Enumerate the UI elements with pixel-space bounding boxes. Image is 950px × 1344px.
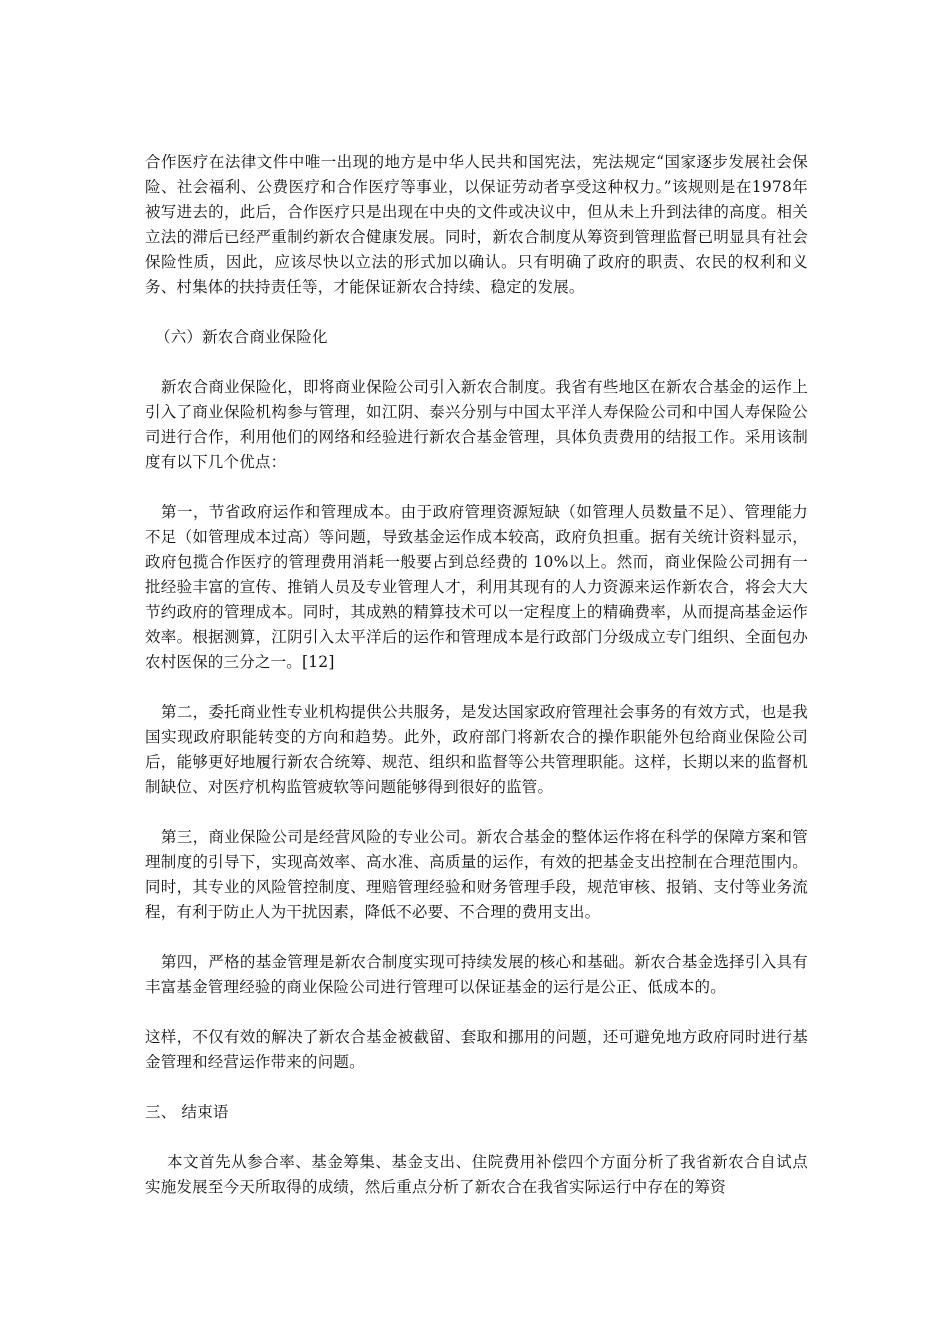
paragraph-gap — [145, 1000, 808, 1025]
section-heading-3: 三、 结束语 — [145, 1103, 229, 1121]
body-paragraph-8: 本文首先从参合率、基金筹集、基金支出、住院费用补偿四个方面分析了我省新农合自试点实施发展至今天所取得的成绩，然后重点分析了新农合在我省实际运行中存在的筹资 — [145, 1153, 808, 1196]
body-paragraph-5: 第三，商业保险公司是经营风险的专业公司。新农合基金的整体运作将在科学的保障方案和管理制度的引导下，实现高效率、高水准、高质量的运作，有效的把基金支出控制在合理范围内。同时，其专业的风险管控制度、理赔管理经验和财务管理手段，规范审核、报销、支付等业务流程，有利于防止人为干扰因素，降低不必要、不合理的费用支出。 — [145, 828, 808, 921]
paragraph-gap — [145, 925, 808, 950]
paragraph-gap — [145, 1075, 808, 1100]
body-paragraph-6: 第四，严格的基金管理是新农合制度实现可持续发展的核心和基础。新农合基金选择引入具有丰富基金管理经验的商业保险公司进行管理可以保证基金的运行是公正、低成本的。 — [145, 953, 808, 996]
body-paragraph-3: 第一，节省政府运作和管理成本。由于政府管理资源短缺（如管理人员数量不足）、管理能力不足（如管理成本过高）等问题，导致基金运作成本较高，政府负担重。据有关统计资料显示，政府包揽合作医疗的管理费用消耗一般要占到总经费的 10%以上。然而，商业保险公司拥有一批经验丰富的宣传、推销人员及专业管理人才，利用其现有的人力资源来运作新农合，将会大大节约政府的管理成本。同时，其成熟的精算技术可以一定程度上的精确费率，从而提高基金运作效率。根据测算，江阴引入太平洋后的运作和管理成本是行政部门分级成立专门组织、全面包办农村医保的三分之一。[12] — [145, 503, 808, 671]
paragraph-gap — [145, 800, 808, 825]
document-page — [145, 150, 808, 1200]
section-heading-6: （六）新农合商业保险化 — [155, 328, 328, 346]
body-paragraph-1: 合作医疗在法律文件中唯一出现的地方是中华人民共和国宪法，宪法规定“国家逐步发展社会保险、社会福利、公费医疗和合作医疗等事业，以保证劳动者享受这种权力。”该规则是在1978年被写进去的，此后，合作医疗只是出现在中央的文件或决议中，但从未上升到法律的高度。相关立法的滞后已经严重制约新农合健康发展。同时，新农合制度从筹资到管理监督已明显具有社会保险性质，因此，应该尽快以立法的形式加以确认。只有明确了政府的职责、农民的权利和义务、村集体的扶持责任等，才能保证新农合持续、稳定的发展。 — [145, 153, 808, 296]
body-paragraph-7: 这样，不仅有效的解决了新农合基金被截留、套取和挪用的问题，还可避免地方政府同时进行基金管理和经营运作带来的问题。 — [145, 1028, 808, 1071]
body-paragraph-4: 第二，委托商业性专业机构提供公共服务，是发达国家政府管理社会事务的有效方式，也是我国实现政府职能转变的方向和趋势。此外，政府部门将新农合的操作职能外包给商业保险公司后，能够更好地履行新农合统筹、规范、组织和监督等公共管理职能。这样，长期以来的监督机制缺位、对医疗机构监管疲软等问题能够得到很好的监管。 — [145, 703, 808, 796]
paragraph-gap — [145, 475, 808, 500]
paragraph-gap — [145, 300, 808, 325]
paragraph-gap — [145, 1125, 808, 1150]
paragraph-gap — [145, 350, 808, 375]
paragraph-gap — [145, 675, 808, 700]
body-paragraph-2: 新农合商业保险化，即将商业保险公司引入新农合制度。我省有些地区在新农合基金的运作上引入了商业保险机构参与管理，如江阴、泰兴分别与中国太平洋人寿保险公司和中国人寿保险公司进行合作，利用他们的网络和经验进行新农合基金管理，具体负责费用的结报工作。采用该制度有以下几个优点： — [145, 378, 808, 471]
